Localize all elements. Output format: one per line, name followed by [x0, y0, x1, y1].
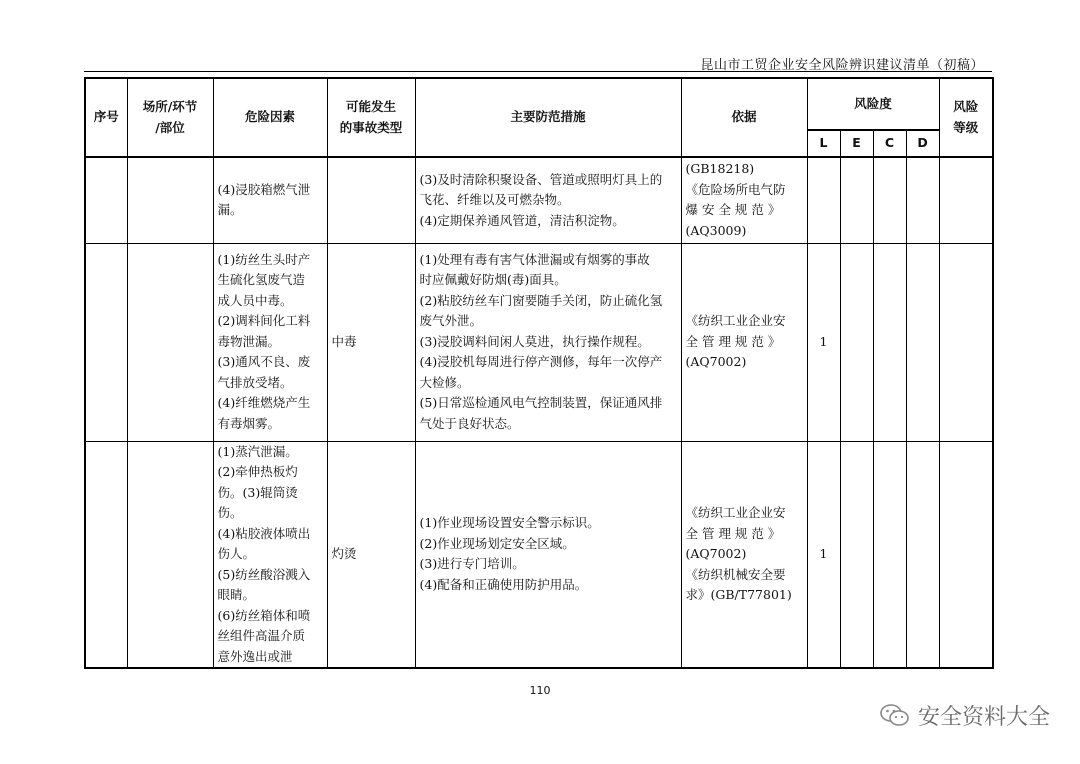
cell-level	[939, 157, 993, 243]
cell-C	[873, 157, 906, 243]
cell-hazard: (4)浸胶箱燃气泄 漏。	[213, 157, 327, 243]
cell-hazard: (1)纺丝生头时产 生硫化氢废气造 成人员中毒。 (2)调料间化工料 毒物泄漏。 (3)通风不良、废 气排放受堵。 (4)纤维燃烧产生 有毒烟雾。	[213, 243, 327, 441]
header-rule	[84, 71, 992, 72]
cell-seq	[85, 157, 127, 243]
header-seq: 序号	[85, 78, 127, 157]
header-risk-level: 风险 等级	[939, 78, 993, 157]
header-accident-type: 可能发生 的事故类型	[327, 78, 415, 157]
cell-location	[127, 157, 213, 243]
cell-seq	[85, 243, 127, 441]
cell-measures: (1)作业现场设置安全警示标识。 (2)作业现场划定安全区域。 (3)进行专门培训。 (4)配备和正确使用防护用品。	[415, 441, 681, 668]
cell-hazard: (1)蒸汽泄漏。 (2)牵伸热板灼 伤。(3)辊筒烫伤。 (4)粘胶液体喷出 伤人。 (5)纺丝酸浴溅入 眼睛。 (6)纺丝箱体和喷 丝组件高温介质 意外逸出或泄	[213, 441, 327, 668]
cell-basis: 《纺织工业企业安 全 管 理 规 范 》 (AQ7002) 《纺织机械安全要 求》(GB/T77801)	[681, 441, 807, 668]
cell-D	[906, 157, 939, 243]
cell-L: 1	[807, 243, 840, 441]
cell-basis: 《纺织工业企业安 全 管 理 规 范 》 (AQ7002)	[681, 243, 807, 441]
table-row	[85, 157, 993, 243]
cell-C	[873, 243, 906, 441]
cell-D	[906, 243, 939, 441]
cell-L	[807, 157, 840, 243]
table-row	[85, 441, 993, 668]
header-basis: 依据	[681, 78, 807, 157]
table-row	[85, 243, 993, 441]
cell-measures: (3)及时清除积聚设备、管道或照明灯具上的 飞花、纤维以及可燃杂物。 (4)定期保养通风管道，清洁积淀物。	[415, 157, 681, 243]
page-number: 110	[529, 684, 551, 697]
cell-D	[906, 441, 939, 668]
header-hazard: 危险因素	[213, 78, 327, 157]
header-location: 场所/环节 /部位	[127, 78, 213, 157]
cell-L: 1	[807, 441, 840, 668]
document-title: 昆山市工贸企业安全风险辨识建议清单（初稿）	[700, 58, 984, 73]
cell-C	[873, 441, 906, 668]
cell-E	[840, 243, 873, 441]
header-E: E	[840, 130, 873, 157]
cell-E	[840, 441, 873, 668]
header-D: D	[906, 130, 939, 157]
cell-level	[939, 243, 993, 441]
cell-location	[127, 441, 213, 668]
wechat-icon	[880, 703, 910, 729]
cell-measures: (1)处理有毒有害气体泄漏或有烟雾的事故 时应佩戴好防烟(毒)面具。 (2)粘胶纺丝车门窗要随手关闭，防止硫化氢 废气外泄。 (3)浸胶调料间闲人莫进，执行操作规程。 (4)浸胶机每周进行停产测修，每年一次停产 大检修。 (5)日常巡检通风电气控制装置，保证通风排 气处于良好状态。	[415, 243, 681, 441]
cell-accident-type	[327, 157, 415, 243]
header-measures: 主要防范措施	[415, 78, 681, 157]
header-risk-degree: 风险度	[807, 78, 939, 130]
cell-location	[127, 243, 213, 441]
cell-accident-type: 中毒	[327, 243, 415, 441]
watermark	[880, 700, 1050, 731]
cell-level	[939, 441, 993, 668]
cell-E	[840, 157, 873, 243]
risk-table	[84, 77, 994, 669]
header-C: C	[873, 130, 906, 157]
cell-basis: (GB18218) 《危险场所电气防 爆 安 全 规 范 》 (AQ3009)	[681, 157, 807, 243]
cell-seq	[85, 441, 127, 668]
watermark-text: 安全资料大全	[917, 705, 1050, 730]
header-L: L	[807, 130, 840, 157]
cell-accident-type: 灼烫	[327, 441, 415, 668]
header-row	[85, 78, 993, 130]
